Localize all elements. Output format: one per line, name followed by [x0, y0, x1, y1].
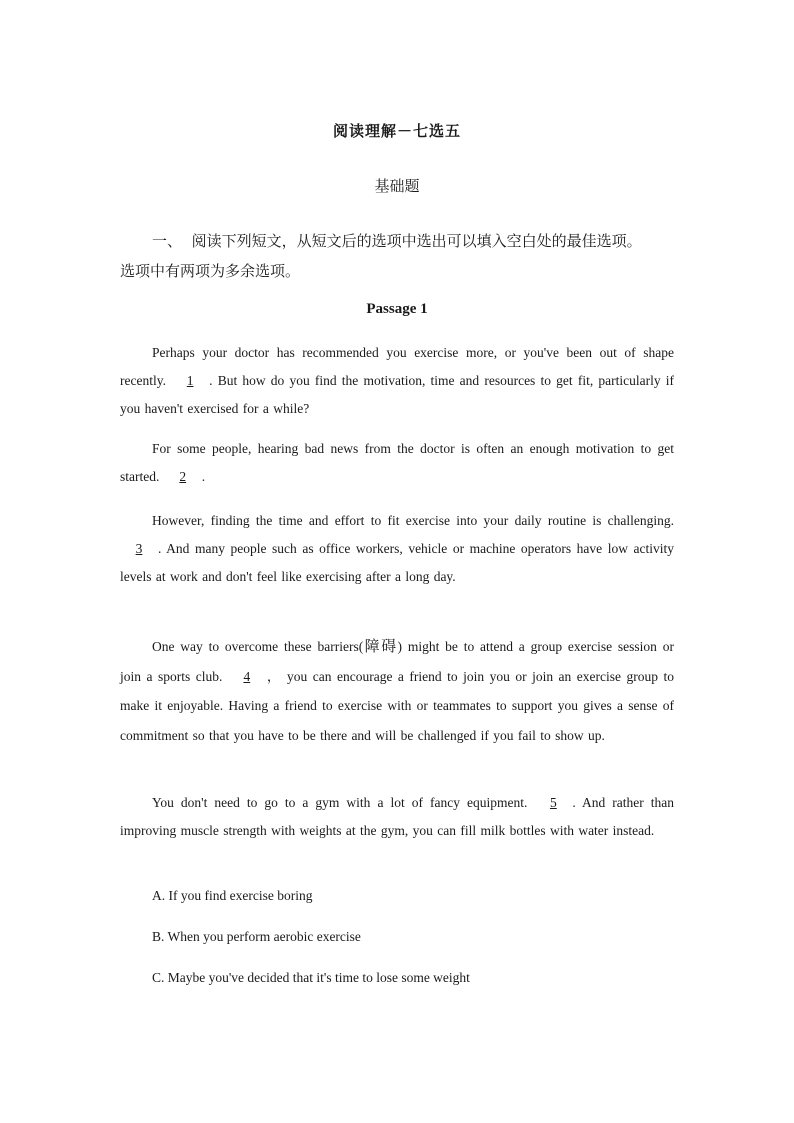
blank-2: 2: [179, 469, 187, 484]
paragraph-text: . But how do you find the motivation, time and resources to get fit, particularly if you haven't exercised for a while?: [120, 373, 675, 416]
paragraph-text: .: [201, 469, 206, 484]
blank-3: 3: [135, 541, 143, 556]
passage-paragraph-4: [120, 632, 674, 750]
paragraph-text: One way to overcome these barriers(: [152, 639, 364, 654]
section-subtitle: 基础题: [374, 177, 420, 195]
blank-1: 1: [186, 373, 194, 388]
paragraph-text: . And rather than improving muscle strength with weights at the gym, you can fill milk bottles with water instead.: [120, 795, 675, 838]
option-a: A. If you find exercise boring: [152, 888, 313, 903]
paragraph-text: ， you can encourage a friend to join you or join an exercise group to make it enjoyable. Having a friend to exercise with or teammates to support you gives a sense of commitment so that you have to be there and will be challenged if you fail to show up.: [120, 668, 674, 743]
option-b: B. When you perform aerobic exercise: [152, 929, 361, 944]
paragraph-text: . And many people such as office workers, vehicle or machine operators have low activity levels at work and don't feel like exercising after a long day.: [120, 541, 674, 584]
blank-5: 5: [549, 795, 557, 810]
paragraph-text: You don't need to go to a gym with a lot of fancy equipment.: [152, 795, 535, 810]
passage-paragraph-3: [120, 507, 674, 591]
document-page: [120, 0, 674, 1123]
passage-paragraph-5: [120, 789, 674, 845]
passage-paragraph-1: [120, 339, 674, 423]
chinese-gloss: 障碍: [363, 637, 398, 655]
instruction-line-1: 阅读下列短文，从短文后的选项中选出可以填入空白处的最佳选项。: [191, 232, 642, 250]
blank-4: 4: [243, 668, 251, 684]
option-c: C. Maybe you've decided that it's time to lose some weight: [152, 970, 470, 985]
paragraph-text: For some people, hearing bad news from the doctor is often an enough motivation to get started.: [120, 441, 674, 484]
instruction-number: 一、: [152, 232, 183, 250]
page-title: 阅读理解－七选五: [332, 122, 461, 140]
instruction-text: [120, 226, 674, 286]
instruction-line-2: 选项中有两项为多余选项。: [120, 262, 301, 280]
passage-paragraph-2: [120, 435, 674, 491]
paragraph-text: Perhaps your doctor has recommended you exercise more, or you've been out of shape recently.: [120, 345, 674, 388]
paragraph-text: ) might be to attend a group exercise session or join a sports club.: [120, 639, 674, 684]
passage-title: Passage 1: [366, 301, 428, 317]
paragraph-text: However, finding the time and effort to fit exercise into your daily routine is challenging.: [152, 513, 674, 528]
